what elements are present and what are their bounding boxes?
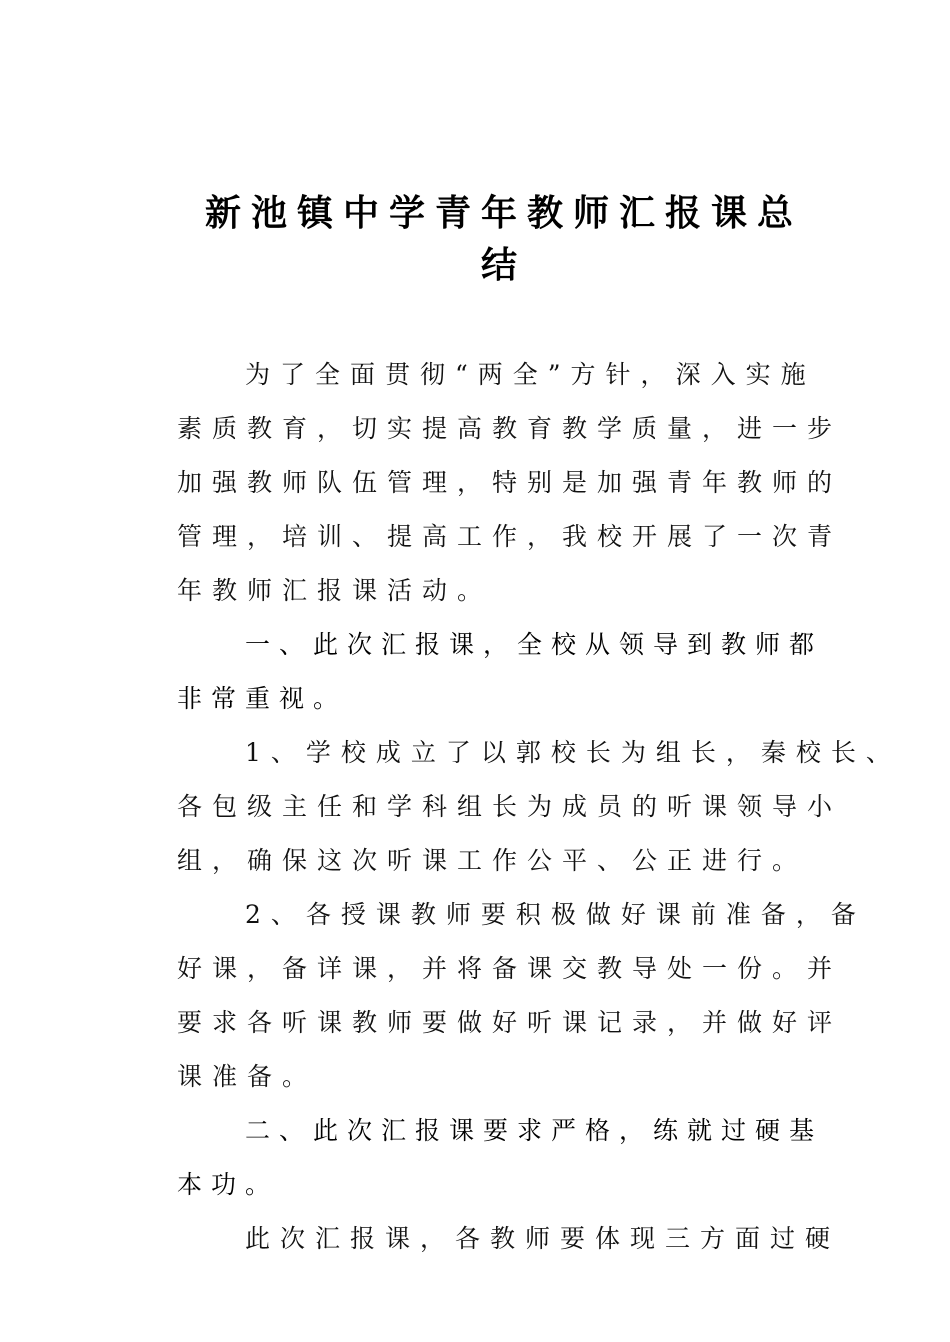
paragraph-line: 要求各听课教师要做好听课记录，并做好评 — [177, 1008, 843, 1037]
paragraph-line: 1、学校成立了以郭校长为组长，秦校长、 — [245, 738, 901, 767]
paragraph-line: 为了全面贯彻“两全”方针，深入实施 — [245, 360, 816, 389]
section-heading-2-cont: 本功。 — [177, 1170, 280, 1199]
section-heading-1-cont: 非常重视。 — [177, 684, 348, 713]
paragraph-line: 管理，培训、提高工作，我校开展了一次青 — [177, 522, 843, 551]
title-line-1: 新池镇中学青年教师汇报课总 — [204, 193, 803, 234]
paragraph-line: 课准备。 — [177, 1062, 318, 1091]
paragraph-line: 好课，备详课，并将备课交教导处一份。并 — [177, 954, 843, 983]
paragraph-line: 此次汇报课，各教师要体现三方面过硬 — [245, 1224, 841, 1253]
title-line-2: 结 — [480, 245, 527, 286]
paragraph-line: 2、各授课教师要积极做好课前准备，备 — [245, 900, 866, 929]
paragraph-line: 组，确保这次听课工作公平、公正进行。 — [177, 846, 808, 875]
paragraph-line: 加强教师队伍管理，特别是加强青年教师的 — [177, 468, 843, 497]
paragraph-line: 各包级主任和学科组长为成员的听课领导小 — [177, 792, 843, 821]
section-heading-1: 一、此次汇报课，全校从领导到教师都 — [245, 630, 824, 659]
paragraph-line: 年教师汇报课活动。 — [177, 576, 493, 605]
page-title — [170, 188, 838, 292]
section-heading-2: 二、此次汇报课要求严格，练就过硬基 — [245, 1116, 824, 1145]
paragraph-line: 素质教育，切实提高教育教学质量，进一步 — [177, 414, 843, 443]
